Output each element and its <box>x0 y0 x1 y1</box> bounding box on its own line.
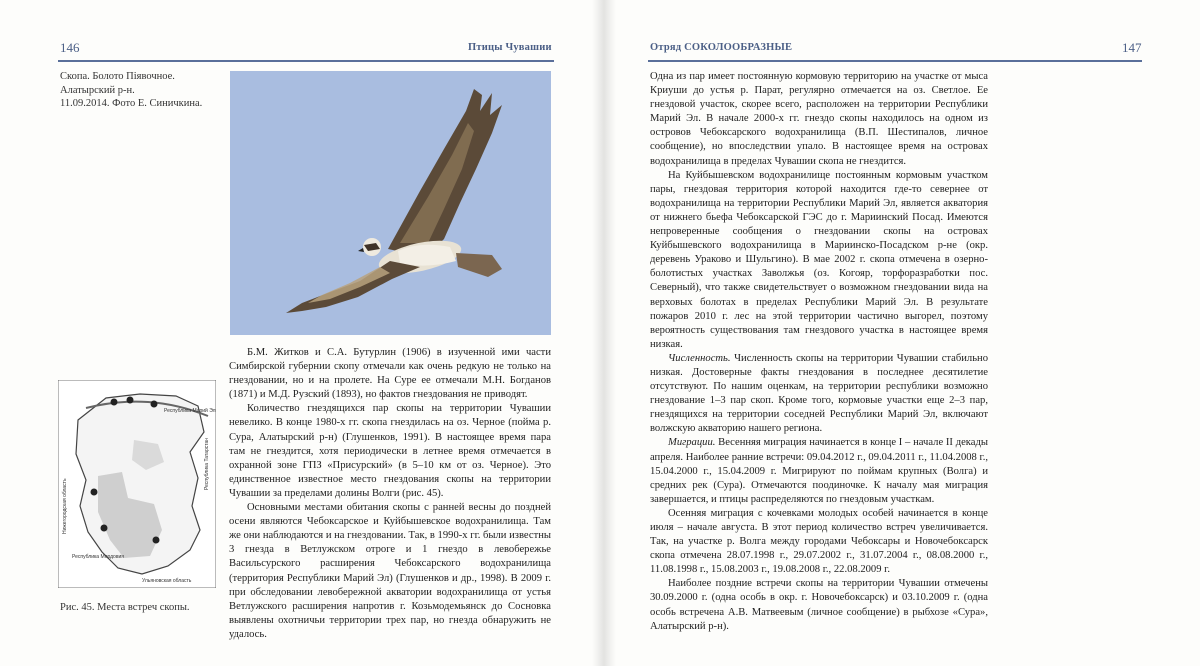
abundance-term: Численность. <box>668 352 731 364</box>
left-paragraph-2: Количество гнездящихся пар скопы на территории Чувашии невелико. В конце 1980-х гг. скопа гнездилась на оз. Черное (пойма р. Сура, Алатырский р-н) (Глушенков, 1991). В настоящее время пара там не гнездится, хотя периодически в летнее время отмечается в охранной зоне ГПЗ «Присурский» (в 5–10 км от оз. Черное). Это единственное известное место гнездования скопы на территории Чувашии за пределами долины Волги (рис. 45). <box>229 403 551 499</box>
osprey-photo <box>230 71 551 335</box>
right-paragraph-autumn: Осенняя миграция с кочевками молодых особей начинается в конце июля – начале августа. В этот период количество встреч увеличивается. Так, на участке р. Волга между городами Чебоксары и Новочебоксарск скопа отмечена 28.07.1998 г., 29.07.2002 г., 31.07.2004 г., 08.08.2000 г., 11.08.1998 г., 15.08.2003 г., 19.08.2008 г., 22.08.2009 г. <box>650 507 988 576</box>
left-running-head: Птицы Чувашии <box>468 42 552 53</box>
map-label-ulyanovsk: Ульяновская область <box>142 578 192 584</box>
photo-caption <box>60 70 225 111</box>
sightings-map <box>58 380 216 588</box>
left-header-rule <box>58 60 554 62</box>
left-page-number: 146 <box>60 40 80 55</box>
migration-text: Весенняя миграция начинается в конце I – начале II декады апреля. Наиболее ранние встречи: 09.04.2012 г., 09.04.2011 г., 11.04.2008 г., 15.04.2000 г., 15.04.2009 г. Мигрируют по поймам крупных (Волга) и средних рек (Сура). Отмечаются поодиночке. К началу мая миграция завершается, и птицы распределяются по гнездовым участкам. <box>650 437 988 505</box>
right-page-number: 147 <box>1122 40 1142 55</box>
sighting-marker <box>91 489 98 496</box>
map-label-tatarstan: Республика Татарстан <box>204 437 210 490</box>
left-body-text <box>229 346 551 642</box>
right-running-head: Отряд СОКОЛООБРАЗНЫЕ <box>650 42 793 53</box>
photo-caption-line-3: 11.09.2014. Фото Е. Синичкина. <box>60 98 203 109</box>
book-gutter <box>592 0 616 666</box>
sighting-marker <box>101 525 108 532</box>
map-caption: Рис. 45. Места встреч скопы. <box>60 602 190 613</box>
migration-term: Миграции. <box>668 437 716 449</box>
map-label-mari: Республика Марий Эл <box>164 408 216 414</box>
abundance-text: Численность скопы на территории Чувашии стабильно низкая. Достоверные факты гнездования в последнее десятилетие отсутствуют. По нашим оценкам, на территории республики возможно гнездование 1–3 пар скоп. Кроме того, кормовые участки еще 2–3 пар, гнездящихся на территории соседней Республики Марий Эл, включают волжскую акваторию нашего региона. <box>650 352 988 435</box>
sighting-marker <box>111 399 118 406</box>
photo-caption-line-2: Алатырский р-н. <box>60 84 135 96</box>
left-paragraph-1: Б.М. Житков и С.А. Бутурлин (1906) в изученной ими части Симбирской губернии скопу отмечали как очень редкую не только на гнездовании, но и на пролете. На Суре ее отмечали М.Н. Богданов (1871) и М.Д. Рузский (1893), но фактов гнездования не приводят. <box>229 347 551 401</box>
sighting-marker <box>153 537 160 544</box>
right-body-text <box>650 70 988 634</box>
sighting-marker <box>151 401 158 408</box>
map-label-mordovia: Республика Мордовия <box>72 554 124 560</box>
right-paragraph-2: На Куйбышевском водохранилище постоянным кормовым участком пары, гнездовая территория которой находится где-то севернее от водохранилища на территории Республики Марий Эл, является акватория от нижнего бьефа Чебоксарской ГЭС до г. Мариинский Посад. Имеются непроверенные сообщения о гнездовании скопы на островах Куйбышевского водохранилища в Мариинско-Посадском р-не (окр. деревень Ураково и Шульгино). В мае 2002 г. скопа отмечена в озерно-болотистых участках Заволжья (оз. Когояр, торфоразработки пос. Северный), что также свидетельствует о возможном гнездовании вида на верховых болотах в пределах Республики Марий Эл. В результате пожаров 2010 г. лес на этой территории частично выгорел, поэтому вероятность существования там гнездового участка в настоящее время низкая. <box>650 169 988 350</box>
right-paragraph-1: Одна из пар имеет постоянную кормовую территорию на участке от мыса Криуши до устья р. Парат, регулярно отмечается на оз. Светлое. Ее гнездовой участок, скорее всего, расположен на территории Республики Марий Эл. В начале 2000-х гг. гнездо скопы находилось на одном из островов Чебоксарского водохранилища (В.П. Шестипалов, личное сообщение), но впоследствии упало. В настоящее время на островах водохранилища в пределах Чувашии скопа не гнездится. <box>650 71 988 167</box>
sky-background <box>230 71 551 335</box>
left-paragraph-3: Основными местами обитания скопы с ранней весны до поздней осени являются Чебоксарское и Куйбышевское водохранилища. Там же они наблюдаются и на гнездовании. Так, в 1990-х гг. были известны 3 гнезда в Ветлужском отроге и 1 гнездо в левобережье Васильсурского расширения Чебоксарского водохранилища (территория Республики Марий Эл) (Глушенков и др., 1998). В 2009 г. при обследовании левобережной акватории водохранилища от устья Ветлужского расширения напротив г. Козьмодемьянск до Сосновка выявлены охотничьи территории трех пар, но гнезда обнаружить не удалось. <box>229 502 552 640</box>
map-label-nizhny: Нижегородская область <box>62 478 68 534</box>
right-header-rule <box>648 60 1142 62</box>
photo-caption-line-1: Скопа. Болото Піявочное. <box>60 71 175 82</box>
right-paragraph-abundance <box>650 352 988 437</box>
right-paragraph-migration <box>650 436 988 506</box>
sighting-marker <box>127 397 134 404</box>
right-paragraph-latest: Наиболее поздние встречи скопы на территории Чувашии отмечены 30.09.2000 г. (одна особь в окр. г. Новочебоксарск) и 03.10.2009 г. (одна особь встречена А.В. Матвеевым (личное сообщение) в рыбхозе «Сура», Алатырский р-н). <box>650 578 988 632</box>
